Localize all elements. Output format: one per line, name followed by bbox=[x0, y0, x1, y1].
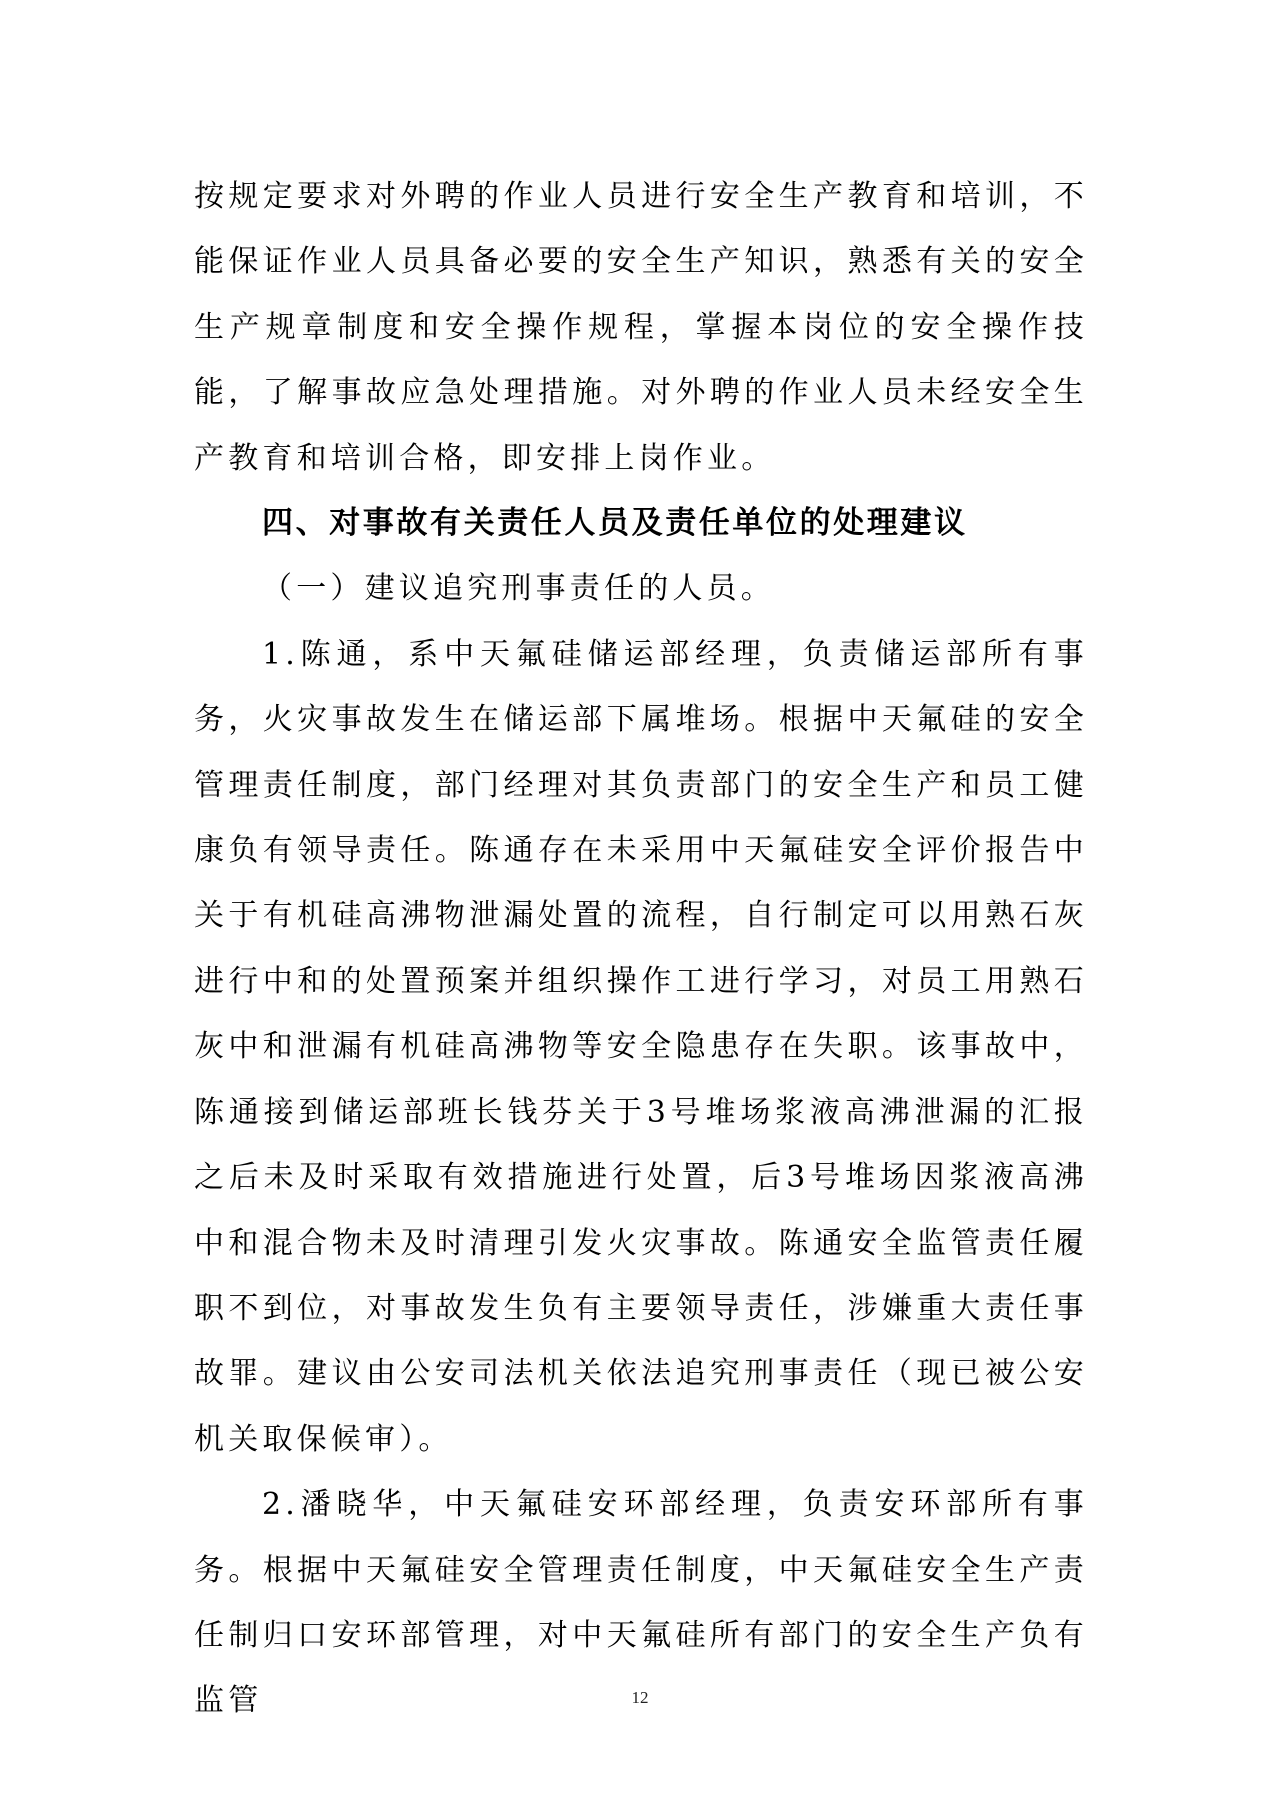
item-2-paragraph: 2.潘晓华，中天氟硅安环部经理，负责安环部所有事务。根据中天氟硅安全管理责任制度，中天氟硅安全生产责任制归口安环部管理，对中天氟硅所有部门的安全生产负有监管 bbox=[194, 1487, 1088, 1719]
document-body bbox=[194, 164, 1088, 1734]
item-1-paragraph: 1.陈通，系中天氟硅储运部经理，负责储运部所有事务，火灾事故发生在储运部下属堆场。根据中天氟硅的安全管理责任制度，部门经理对其负责部门的安全生产和员工健康负有领导责任。陈通存在未采用中天氟硅安全评价报告中关于有机硅高沸物泄漏处置的流程，自行制定可以用熟石灰进行中和的处置预案并组织操作工进行学习，对员工用熟石灰中和泄漏有机硅高沸物等安全隐患存在失职。该事故中，陈通接到储运部班长钱芬关于3号堆场浆液高沸泄漏的汇报之后未及时采取有效措施进行处置，后3号堆场因浆液高沸中和混合物未及时清理引发火灾事故。陈通安全监管责任履职不到位，对事故发生负有主要领导责任，涉嫌重大责任事故罪。建议由公安司法机关依法追究刑事责任（现已被公安机关取保候审）。 bbox=[194, 636, 1088, 1457]
continuation-paragraph: 按规定要求对外聘的作业人员进行安全生产教育和培训，不能保证作业人员具备必要的安全生产知识，熟悉有关的安全生产规章制度和安全操作规程，掌握本岗位的安全操作技能，了解事故应急处理措施。对外聘的作业人员未经安全生产教育和培训合格，即安排上岗作业。 bbox=[194, 179, 1088, 476]
page-number: 12 bbox=[631, 1688, 649, 1707]
subsection-heading: （一）建议追究刑事责任的人员。 bbox=[262, 571, 775, 607]
section-heading: 四、对事故有关责任人员及责任单位的处理建议 bbox=[262, 505, 968, 542]
